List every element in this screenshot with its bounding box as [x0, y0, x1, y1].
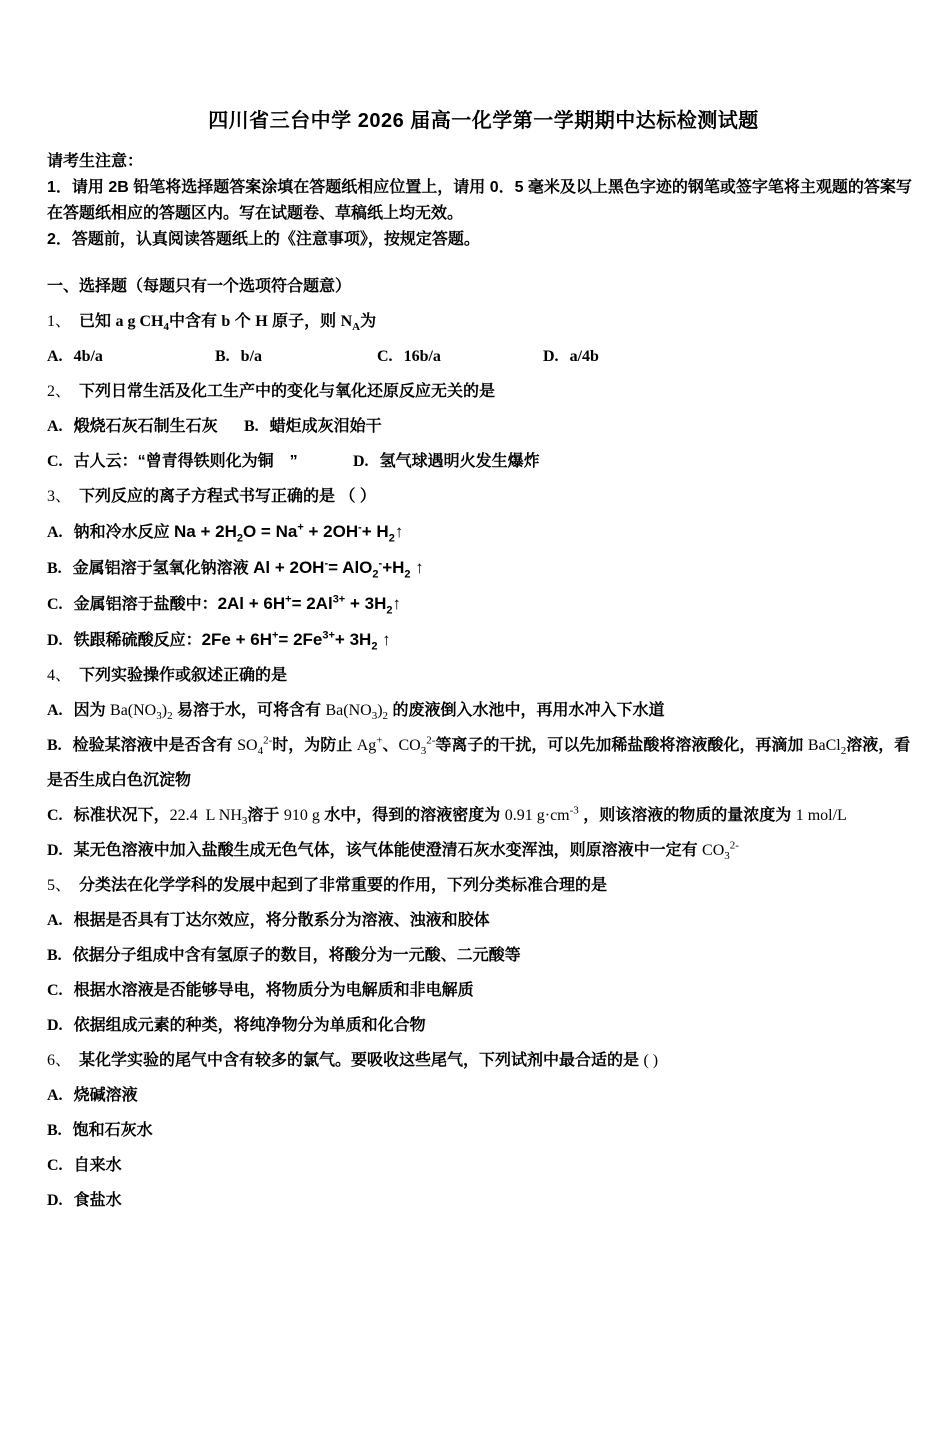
question-1: [47, 304, 920, 374]
question-4-option-d: [47, 833, 920, 868]
question-4-option-b: [47, 728, 920, 798]
option-d: [353, 444, 540, 479]
option-text: 依据组成元素的种类，将纯净物分为单质和化合物: [73, 1017, 426, 1034]
question-3-option-c: [47, 586, 920, 622]
question-text: 下列反应的离子方程式书写正确的是 （ ）: [79, 488, 376, 505]
option-label: C.: [47, 1157, 63, 1174]
question-number: 2、: [47, 383, 72, 400]
option-label: C.: [377, 348, 393, 365]
question-3-option-a: [47, 514, 920, 550]
option-text: 标准状况下，22.4 L $NH_3$溶于 910 g 水中，得到的溶液密度为 0.91 $g\cdot cm^{-3}$ ，则该溶液的物质的量浓度为 1 mol/L: [73, 804, 847, 828]
question-5-stem: [47, 868, 920, 903]
notice-section: [47, 149, 920, 253]
option-text: 食盐水: [73, 1192, 122, 1209]
option-b: [244, 409, 382, 444]
option-label: B.: [47, 560, 62, 577]
option-b: [215, 339, 377, 374]
option-label: C.: [47, 807, 63, 824]
notice-item-1: 1．请用 2B 铅笔将选择题答案涂填在答题纸相应位置上，请用 0．5 毫米及以上黑色字迹的钢笔或签字笔将主观题的答案写在答题纸相应的答题区内。写在试题卷、草稿纸上均无效。: [47, 179, 912, 222]
question-4: [47, 658, 920, 868]
option-a: [47, 409, 244, 444]
page-title: 四川省三台中学 2026 届高一化学第一学期期中达标检测试题: [208, 110, 759, 132]
question-2-stem: [47, 374, 920, 409]
question-6: [47, 1043, 920, 1218]
option-label: D.: [353, 453, 369, 470]
questions-section: [47, 269, 920, 1218]
question-6-option-b: [47, 1113, 920, 1148]
option-text: 蜡炬成灰泪始干: [269, 418, 382, 435]
option-label: C.: [47, 982, 63, 999]
question-6-option-c: [47, 1148, 920, 1183]
option-label: A.: [47, 1087, 63, 1104]
question-text: 分类法在化学学科的发展中起到了非常重要的作用，下列分类标准合理的是: [79, 877, 608, 894]
option-label: A.: [47, 702, 63, 719]
option-label: C.: [47, 453, 63, 470]
option-label: A.: [47, 418, 63, 435]
option-text: 金属铝溶于盐酸中：$2Al + 6H^+= 2Al^{3+}$ + $3H_2↑$: [73, 593, 401, 617]
question-3-option-b: [47, 550, 920, 586]
option-text: 根据水溶液是否能够导电，将物质分为电解质和非电解质: [73, 982, 474, 999]
option-label: B.: [47, 947, 62, 964]
question-5-option-d: [47, 1008, 920, 1043]
question-2: [47, 374, 920, 479]
question-1-stem: [47, 304, 920, 339]
question-2-options-row-1: [47, 409, 920, 444]
option-label: A.: [47, 912, 63, 929]
section-heading: 一、选择题（每题只有一个选项符合题意）: [47, 278, 352, 295]
question-text: 下列实验操作或叙述正确的是: [79, 667, 288, 684]
question-1-options: [47, 339, 920, 374]
notice-heading: 请考生注意：: [47, 153, 144, 170]
question-4-option-c: [47, 798, 920, 833]
question-6-stem: [47, 1043, 920, 1078]
question-5: [47, 868, 920, 1043]
question-4-option-a: [47, 693, 920, 728]
option-text: 自来水: [73, 1157, 122, 1174]
option-text: 铁跟稀硫酸反应：$2Fe + 6H^+= 2Fe^{3+}+ 3H_2$ ↑: [73, 629, 391, 653]
question-5-option-a: [47, 903, 920, 938]
question-5-option-c: [47, 973, 920, 1008]
question-5-option-b: [47, 938, 920, 973]
option-text: 根据是否具有丁达尔效应，将分散系分为溶液、浊液和胶体: [73, 912, 490, 929]
option-text: 依据分子组成中含有氢原子的数目，将酸分为一元酸、二元酸等: [72, 947, 521, 964]
option-label: D.: [47, 842, 63, 859]
option-label: D.: [47, 1192, 63, 1209]
option-text: 氢气球遇明火发生爆炸: [379, 453, 540, 470]
option-text: 某无色溶液中加入盐酸生成无色气体，该气体能使澄清石灰水变浑浊，则原溶液中一定有 $CO_3^{2-}$: [73, 839, 739, 863]
option-c: [47, 444, 353, 479]
question-number: 1、: [47, 313, 72, 330]
option-label: A.: [47, 348, 63, 365]
question-3-stem: [47, 479, 920, 514]
option-text: 烧碱溶液: [73, 1087, 138, 1104]
option-label: B.: [47, 1122, 62, 1139]
option-label: B.: [244, 418, 259, 435]
option-label: D.: [543, 348, 559, 365]
question-6-option-a: [47, 1078, 920, 1113]
question-3: [47, 479, 920, 658]
question-number: 4、: [47, 667, 72, 684]
option-text: 古人云：“曾青得铁则化为铜 ”: [73, 453, 298, 470]
question-text: 某化学实验的尾气中含有较多的氯气。要吸收这些尾气，下列试剂中最合适的是 ( ): [79, 1052, 659, 1069]
question-2-options-row-2: [47, 444, 920, 479]
option-text: 煅烧石灰石制生石灰: [73, 418, 218, 435]
question-number: 6、: [47, 1052, 72, 1069]
option-text: a/4b: [569, 348, 599, 365]
question-3-option-d: [47, 622, 920, 658]
option-text: 钠和冷水反应 $Na + 2H_2O = Na^+ + 2OH^-+$ $H_2↑$: [73, 521, 404, 545]
option-text: b/a: [240, 348, 263, 365]
question-number: 5、: [47, 877, 72, 894]
option-a: [47, 339, 215, 374]
option-text: 4b/a: [73, 348, 103, 365]
notice-item-2: 2．答题前，认真阅读答题纸上的《注意事项》，按规定答题。: [47, 231, 480, 248]
option-label: B.: [215, 348, 230, 365]
option-label: A.: [47, 524, 63, 541]
question-text: 下列日常生活及化工生产中的变化与氧化还原反应无关的是: [79, 383, 496, 400]
option-text: 金属铝溶于氢氧化钠溶液 $Al + 2OH^-= AlO_2^-+H_2$ ↑: [72, 557, 424, 581]
option-d: [543, 339, 599, 374]
option-label: B.: [47, 737, 62, 754]
question-number: 3、: [47, 488, 72, 505]
option-label: D.: [47, 632, 63, 649]
option-c: [377, 339, 543, 374]
question-4-stem: [47, 658, 920, 693]
option-text: 饱和石灰水: [72, 1122, 153, 1139]
question-text: 已知 a g $CH_4$中含有 b 个 H 原子，则 $N_A$为: [79, 313, 377, 334]
option-label: C.: [47, 596, 63, 613]
option-text: 检验某溶液中是否含有 $SO_4^{2-}$时，为防止 Ag+、$CO_3^{2-}$等离子的干扰，可以先加稀盐酸将溶液酸化，再滴加 BaCl$_2$溶液，看是否生成白色沉淀物: [47, 734, 911, 789]
question-6-option-d: [47, 1183, 920, 1218]
exam-paper: [0, 107, 950, 1218]
option-text: 16b/a: [403, 348, 441, 365]
option-text: 因为 $Ba(NO_3)_2$ 易溶于水，可将含有 $Ba(NO_3)_2$ 的废液倒入水池中，再用水冲入下水道: [73, 702, 665, 723]
option-label: D.: [47, 1017, 63, 1034]
